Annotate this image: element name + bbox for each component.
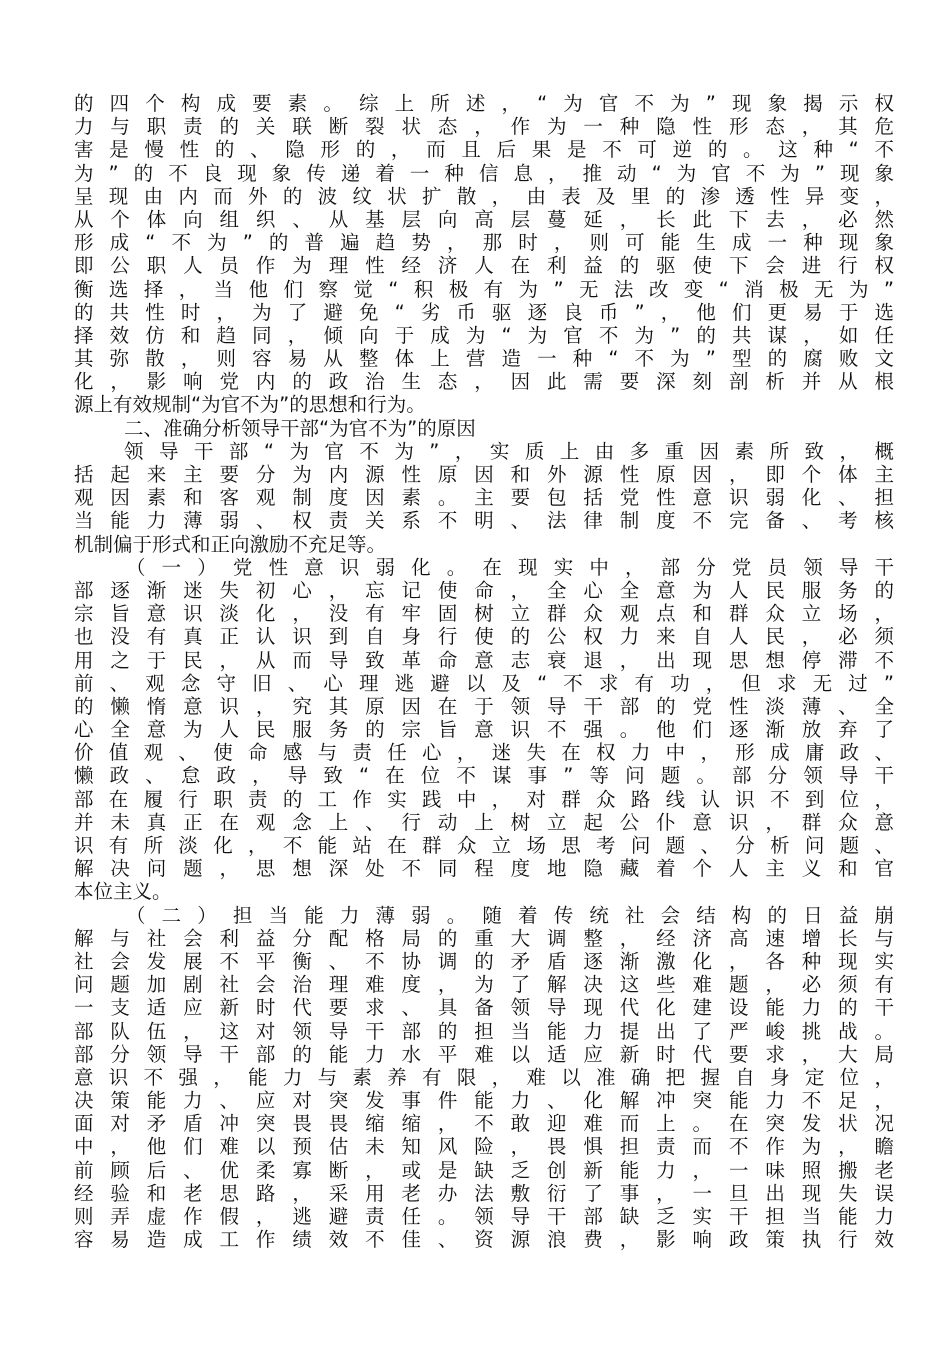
text-line: 识有所淡化，不能站在群众立场思考问题、分析问题、 bbox=[74, 834, 894, 857]
text-line: 呈现由内而外的波纹状扩散，由表及里的渗透性异变， bbox=[74, 184, 894, 208]
text-line: 从个体向组织、从基层向高层蔓延，长此下去，必然 bbox=[74, 207, 894, 231]
subsection-start: （一）党性意识弱化。在现实中，部分党员领导干 bbox=[126, 555, 894, 579]
text-line: 的共性时，为了避免“劣币驱逐良币”，他们更易于选 bbox=[74, 300, 894, 324]
text-line: 社会发展不平衡、不协调的矛盾逐渐激化，各种现实 bbox=[74, 949, 894, 973]
text-line: 的四个构成要素。综上所述，“为官不为”现象揭示权 bbox=[74, 92, 894, 115]
text-line: 机制偏于形式和正向激励不充足等。 bbox=[74, 532, 387, 556]
text-line: 一支适应新时代要求、具备领导现代化建设能力的干 bbox=[74, 996, 894, 1020]
text-line: 领导干部“为官不为”，实质上由多重因素所致，概 bbox=[124, 439, 894, 463]
subsection-start: （二）担当能力薄弱。随着传统社会结构的日益崩 bbox=[126, 903, 894, 927]
text-line: 部队伍，这对领导干部的担当能力提出了严峻挑战。 bbox=[74, 1019, 894, 1043]
text-line: 衡选择，当他们察觉“积极有为”无法改变“消极无为” bbox=[74, 277, 894, 301]
text-line: 为”的不良现象传递着一种信息，推动“为官不为”现象 bbox=[74, 161, 894, 185]
text-line: 问题加剧社会治理难度，为了解决这些难题，必须有 bbox=[74, 973, 894, 997]
text-line: 用之于民，从而导致革命意志衰退，出现思想停滞不 bbox=[74, 648, 894, 672]
text-line: 懒政、怠政，导致“在位不谋事”等问题。部分领导干 bbox=[74, 764, 894, 788]
text-line: 括起来主要分为内源性原因和外源性原因，即个体主 bbox=[74, 463, 894, 486]
text-line: 形成“不为”的普遍趋势，那时，则可能生成一种现象 bbox=[74, 231, 894, 255]
text-line: 源上有效规制“为官不为”的思想和行为。 bbox=[74, 393, 426, 417]
text-line: 解决问题，思想深处不同程度地隐藏着个人主义和官 bbox=[74, 857, 894, 881]
text-line: 力与职责的关联断裂状态，作为一种隐性形态，其危 bbox=[74, 115, 894, 139]
text-line: 价值观、使命感与责任心，迷失在权力中，形成庸政、 bbox=[74, 741, 894, 765]
document-body bbox=[74, 92, 894, 1251]
text-line: 则弄虚作假，逃避责任。领导干部缺乏实干担当能力 bbox=[74, 1205, 894, 1228]
text-line: 部逐渐迷失初心，忘记使命，全心全意为人民服务的 bbox=[74, 578, 894, 602]
text-line: 决策能力、应对突发事件能力、化解冲突能力不足， bbox=[74, 1089, 894, 1113]
text-line: 部在履行职责的工作实践中，对群众路线认识不到位， bbox=[74, 787, 894, 811]
text-line: 本位主义。 bbox=[74, 880, 172, 904]
text-line: 其弥散，则容易从整体上营造一种“不为”型的腐败文 bbox=[74, 347, 894, 371]
text-line: 心全意为人民服务的宗旨意识不强。他们逐渐放弃了 bbox=[74, 718, 894, 742]
text-line: 的懒惰意识，究其原因在于领导干部的党性淡薄、全 bbox=[74, 694, 894, 718]
text-line: 即公职人员作为理性经济人在利益的驱使下会进行权 bbox=[74, 254, 894, 278]
section-heading: 二、准确分析领导干部“为官不为”的原因 bbox=[124, 416, 476, 440]
text-line: 中，他们难以预估未知风险，畏惧担责而不作为，瞻 bbox=[74, 1135, 894, 1159]
text-line: 也没有真正认识到自身行使的公权力来自人民，必须 bbox=[74, 625, 894, 649]
text-line: 意识不强，能力与素养有限，难以准确把握自身定位， bbox=[74, 1065, 894, 1089]
text-line: 害是慢性的、隐形的，而且后果是不可逆的。这种“不 bbox=[74, 138, 894, 162]
text-line: 观因素和客观制度因素。主要包括党性意识弱化、担 bbox=[74, 486, 894, 510]
text-line: 容易造成工作绩效不佳、资源浪费，影响政策执行效 bbox=[74, 1228, 894, 1252]
text-line: 当能力薄弱、权责关系不明、法律制度不完备、考核 bbox=[74, 509, 894, 533]
text-line: 部分领导干部的能力水平难以适应新时代要求，大局 bbox=[74, 1042, 894, 1066]
text-line: 择效仿和趋同，倾向于成为“为官不为”的共谋，如任 bbox=[74, 323, 894, 347]
text-line: 前顾后、优柔寡断，或是缺乏创新能力，一味照搬老 bbox=[74, 1158, 894, 1182]
text-line: 经验和老思路，采用老办法敷衍了事，一旦出现失误 bbox=[74, 1181, 894, 1205]
text-line: 前、观念守旧、心理逃避以及“不求有功，但求无过” bbox=[74, 671, 894, 695]
text-line: 面对矛盾冲突畏畏缩缩，不敢迎难而上。在突发状况 bbox=[74, 1112, 894, 1136]
text-line: 并未真正在观念上、行动上树立起公仆意识，群众意 bbox=[74, 810, 894, 834]
text-line: 化，影响党内的政治生态，因此需要深刻剖析并从根 bbox=[74, 370, 894, 394]
text-line: 宗旨意识淡化，没有牢固树立群众观点和群众立场， bbox=[74, 602, 894, 626]
text-line: 解与社会利益分配格局的重大调整，经济高速增长与 bbox=[74, 926, 894, 950]
